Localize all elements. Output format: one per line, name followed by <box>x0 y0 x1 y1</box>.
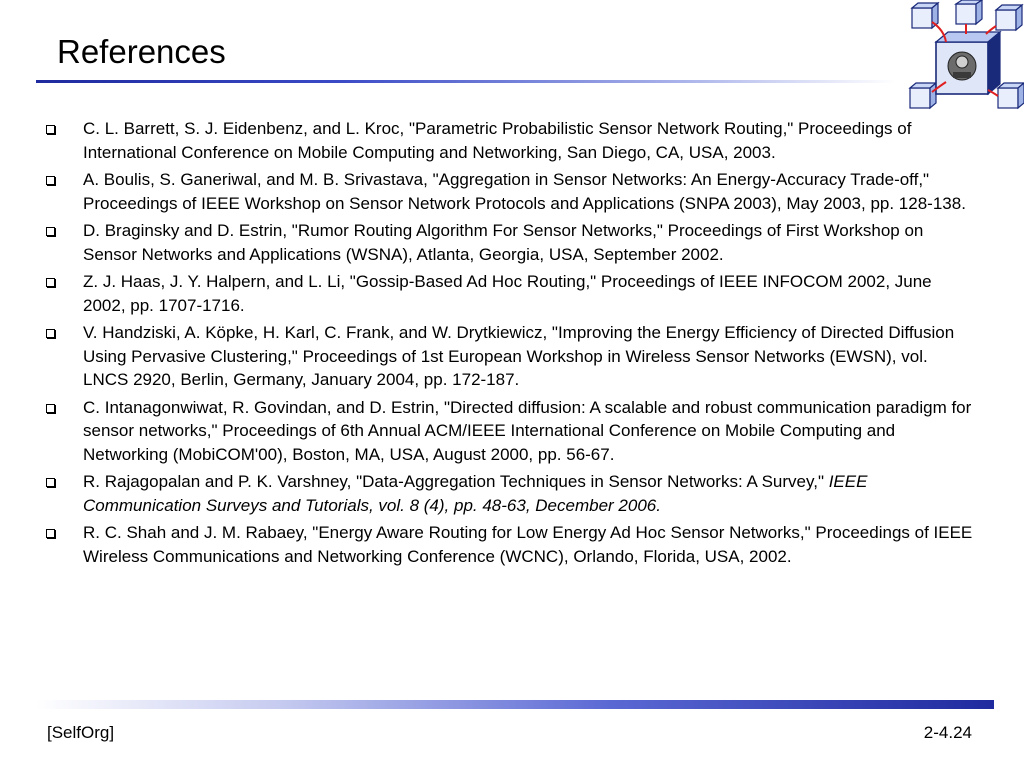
reference-text: A. Boulis, S. Ganeriwal, and M. B. Srivastava, "Aggregation in Sensor Networks: An Energy-Accuracy Trade-off," Proceedings of IEEE Workshop on Sensor Network Protocols and Applications (SNPA 2003), May 2003, pp. 128-138. <box>83 170 966 213</box>
self-organization-logo <box>906 0 1024 115</box>
reference-list <box>44 117 974 572</box>
reference-text: R. Rajagopalan and P. K. Varshney, "Data-Aggregation Techniques in Sensor Networks: A Survey," <box>83 472 829 491</box>
reference-item <box>44 117 974 164</box>
reference-item <box>44 321 974 392</box>
square-bullet-icon <box>46 404 55 413</box>
square-bullet-icon <box>46 529 55 538</box>
reference-text: C. Intanagonwiwat, R. Govindan, and D. Estrin, "Directed diffusion: A scalable and robust communication paradigm for sensor networks," Proceedings of 6th Annual ACM/IEEE International Conference on Mobile Computing and Networking (MobiCOM'00), Boston, MA, USA, August 2000, pp. 56-67. <box>83 397 972 464</box>
robot-icon <box>948 52 976 80</box>
square-bullet-icon <box>46 329 55 338</box>
slide-number: 2-4.24 <box>923 723 972 742</box>
footer-course-label: [SelfOrg] <box>47 723 115 742</box>
reference-item <box>44 168 974 215</box>
reference-text: R. C. Shah and J. M. Rabaey, "Energy Aware Routing for Low Energy Ad Hoc Sensor Networks," Proceedings of IEEE Wireless Communications and Networking Conference (WCNC), Orlando, Florida, USA, 2002. <box>83 523 973 566</box>
cube-icon <box>910 83 936 108</box>
cube-icon <box>998 83 1024 108</box>
reference-italic-text: IEEE Communication Surveys and Tutorials, vol. 8 (4), pp. 48-63, December 2006. <box>83 472 868 515</box>
cube-icon <box>996 5 1022 30</box>
reference-item <box>44 396 974 467</box>
reference-item <box>44 470 974 517</box>
square-bullet-icon <box>46 278 55 287</box>
title-underline <box>36 80 896 83</box>
reference-text: C. L. Barrett, S. J. Eidenbenz, and L. Kroc, "Parametric Probabilistic Sensor Network Routing," Proceedings of International Conference on Mobile Computing and Networking, San Diego, CA, USA, 2003. <box>83 119 912 162</box>
reference-item <box>44 219 974 266</box>
slide-title: References <box>57 33 226 70</box>
square-bullet-icon <box>46 176 55 185</box>
square-bullet-icon <box>46 478 55 487</box>
reference-item <box>44 270 974 317</box>
square-bullet-icon <box>46 125 55 134</box>
reference-text: V. Handziski, A. Köpke, H. Karl, C. Frank, and W. Drytkiewicz, "Improving the Energy Efficiency of Directed Diffusion Using Pervasive Clustering," Proceedings of 1st European Workshop in Wireless Sensor Networks (EWSN), vol. LNCS 2920, Berlin, Germany, January 2004, pp. 172-187. <box>83 323 955 389</box>
reference-item <box>44 521 974 568</box>
footer-divider <box>36 700 994 709</box>
reference-text: Z. J. Haas, J. Y. Halpern, and L. Li, "Gossip-Based Ad Hoc Routing," Proceedings of IEEE INFOCOM 2002, June 2002, pp. 1707-1716. <box>83 272 932 315</box>
cube-icon <box>956 0 982 24</box>
reference-text: D. Braginsky and D. Estrin, "Rumor Routing Algorithm For Sensor Networks," Proceedings of First Workshop on Sensor Networks and Applications (WSNA), Atlanta, Georgia, USA, September 2002. <box>83 221 924 264</box>
square-bullet-icon <box>46 227 55 236</box>
